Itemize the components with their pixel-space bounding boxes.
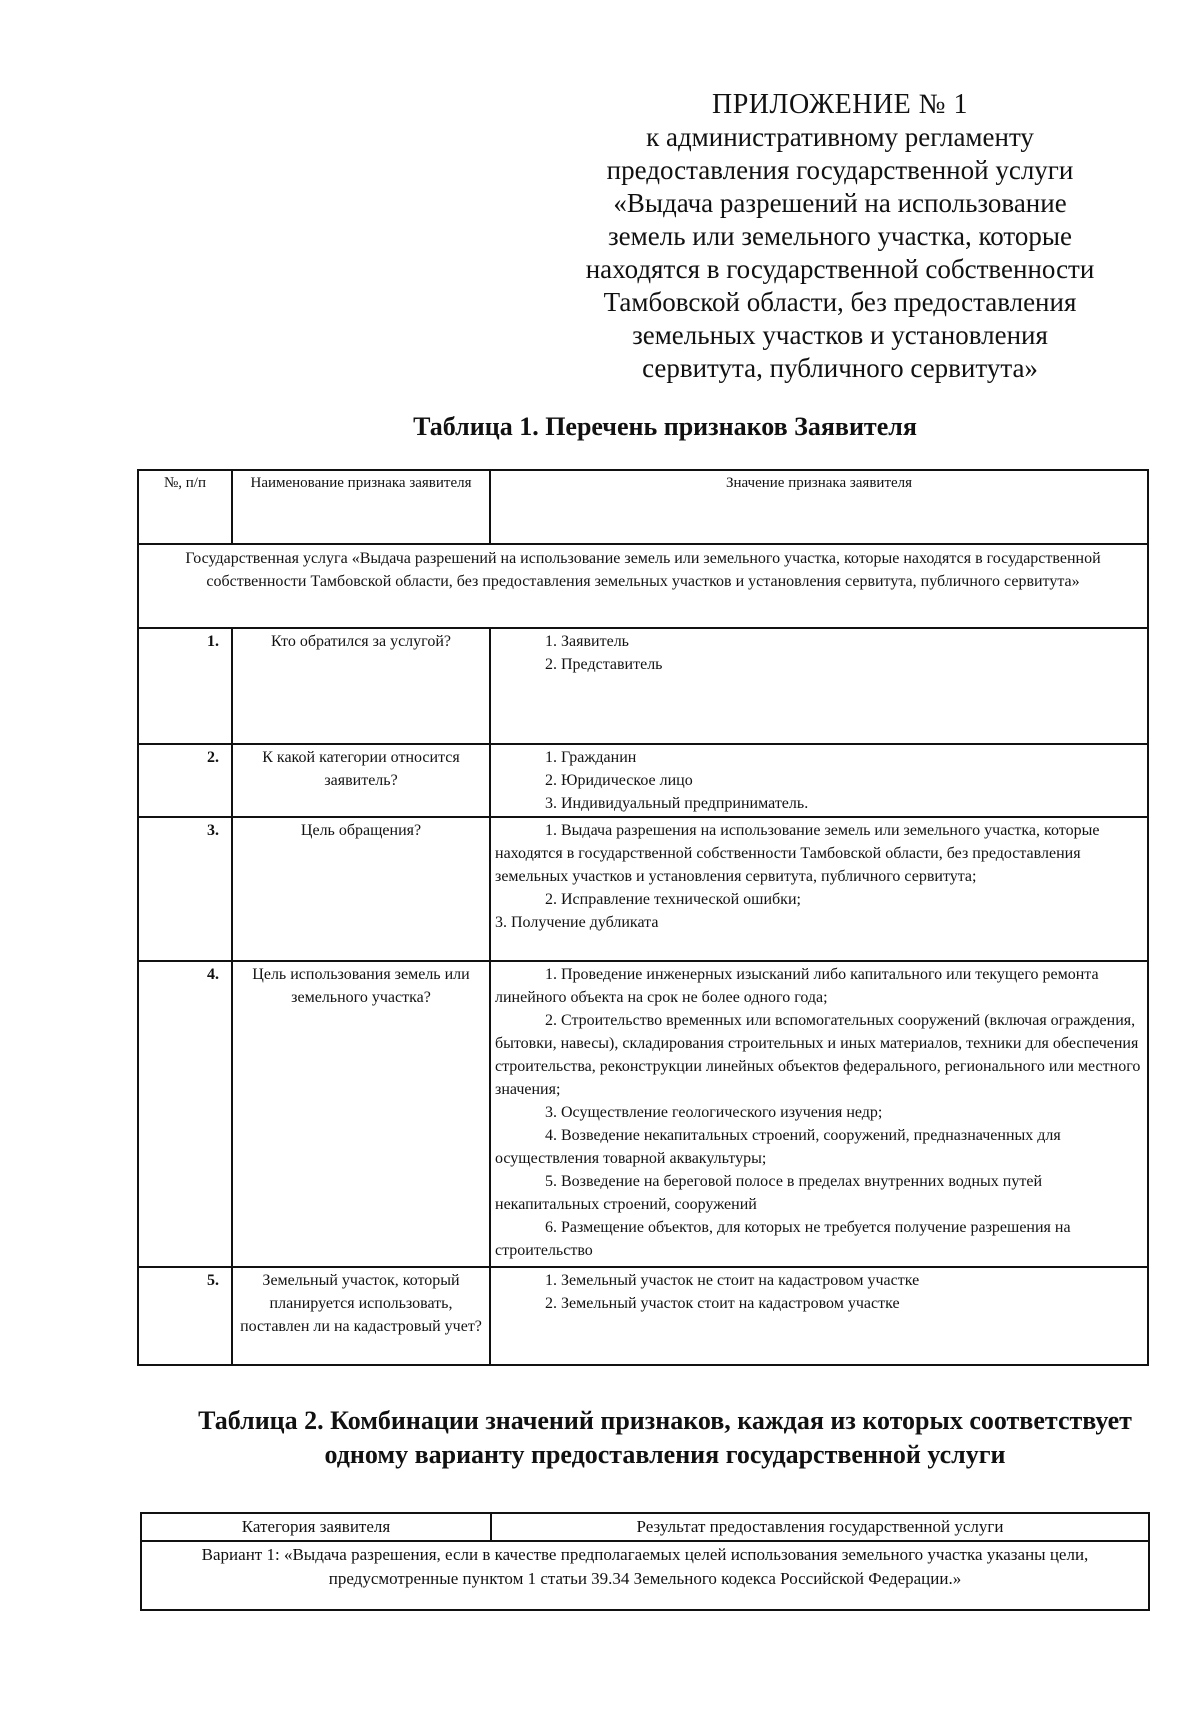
header-result: Результат предоставления государственной услуги [491,1513,1149,1541]
table-row [138,1267,1148,1365]
option: 3. Осуществление геологического изучения недр; [545,1104,883,1121]
table2 [140,1512,1150,1611]
service-description: Государственная услуга «Выдача разрешений на использование земель или земельного участка, которые находятся в государственной собственности Тамбовской области, без предоставления земельных участков и установления сервитута, публичного сервитута» [138,544,1148,628]
row-options [490,744,1148,817]
row-options [490,628,1148,744]
table-row [138,628,1148,744]
table1-caption: Таблица 1. Перечень признаков Заявителя [413,412,917,441]
appendix-line: земельных участков и установления [632,320,1048,350]
appendix-heading [540,88,1140,385]
option: 2. Исправление технической ошибки; [545,891,801,908]
option: 1. Заявитель [545,633,629,650]
header-value: Значение признака заявителя [490,470,1148,544]
row-options [490,817,1148,961]
appendix-line: к административному регламенту [646,122,1034,152]
table-row [138,817,1148,961]
table2-header-row [141,1513,1149,1541]
appendix-line: «Выдача разрешений на использование [613,188,1067,218]
row-options [490,1267,1148,1365]
option: 3. Получение дубликата [495,914,659,931]
option: 2. Строительство временных или вспомогательных сооружений (включая ограждения, бытовки, навесы), складирования строительных и иных материалов, техники для обеспечения строительства, реконструкции линейных объектов федерального, регионального или местного значения; [495,1012,1141,1098]
row-num: 5. [138,1267,232,1365]
option: 4. Возведение некапитальных строений, сооружений, предназначенных для осуществления товарной аквакультуры; [495,1127,1061,1167]
service-row [138,544,1148,628]
option: 3. Индивидуальный предприниматель. [545,795,809,812]
header-category: Категория заявителя [141,1513,491,1541]
table-row [138,744,1148,817]
table-row [138,961,1148,1267]
appendix-line: Тамбовской области, без предоставления [603,287,1077,317]
variant-row [141,1541,1149,1610]
row-num: 3. [138,817,232,961]
row-num: 1. [138,628,232,744]
option: 2. Представитель [545,656,663,673]
variant-text: Вариант 1: «Выдача разрешения, если в качестве предполагаемых целей использования земельного участка указаны цели, предусмотренные пунктом 1 статьи 39.34 Земельного кодекса Российской Федерации.» [141,1541,1149,1610]
appendix-title: ПРИЛОЖЕНИЕ № 1 [712,89,968,120]
header-num: №, п/п [138,470,232,544]
row-question: Цель использования земель или земельного участка? [232,961,490,1267]
appendix-line: предоставления государственной услуги [606,155,1074,185]
option: 1. Выдача разрешения на использование земель или земельного участка, которые находятся в государственной собственности Тамбовской области, без предоставления земельных участков и установления сервитута, публичного сервитута; [495,822,1100,885]
appendix-line: сервитута, публичного сервитута» [642,353,1038,383]
option: 5. Возведение на береговой полосе в пределах внутренних водных путей некапитальных строений, сооружений [495,1173,1042,1213]
option: 1. Гражданин [545,749,637,766]
table1 [137,469,1149,1366]
appendix-line: находятся в государственной собственности [585,254,1095,284]
option: 1. Земельный участок не стоит на кадастровом участке [545,1272,920,1289]
row-num: 2. [138,744,232,817]
row-question: Земельный участок, который планируется использовать, поставлен ли на кадастровый учет? [232,1267,490,1365]
option: 2. Юридическое лицо [545,772,693,789]
option: 1. Проведение инженерных изысканий либо капитального или текущего ремонта линейного объекта на срок не более одного года; [495,966,1099,1006]
option: 2. Земельный участок стоит на кадастровом участке [545,1295,900,1312]
table2-caption: Таблица 2. Комбинации значений признаков, каждая из которых соответствует одному варианту предоставления государственной услуги [198,1406,1132,1469]
option: 6. Размещение объектов, для которых не требуется получение разрешения на строительство [495,1219,1071,1259]
table1-header-row [138,470,1148,544]
appendix-line: земель или земельного участка, которые [608,221,1072,251]
header-name: Наименование признака заявителя [232,470,490,544]
row-options [490,961,1148,1267]
row-question: Цель обращения? [232,817,490,961]
row-question: К какой категории относится заявитель? [232,744,490,817]
row-num: 4. [138,961,232,1267]
row-question: Кто обратился за услугой? [232,628,490,744]
